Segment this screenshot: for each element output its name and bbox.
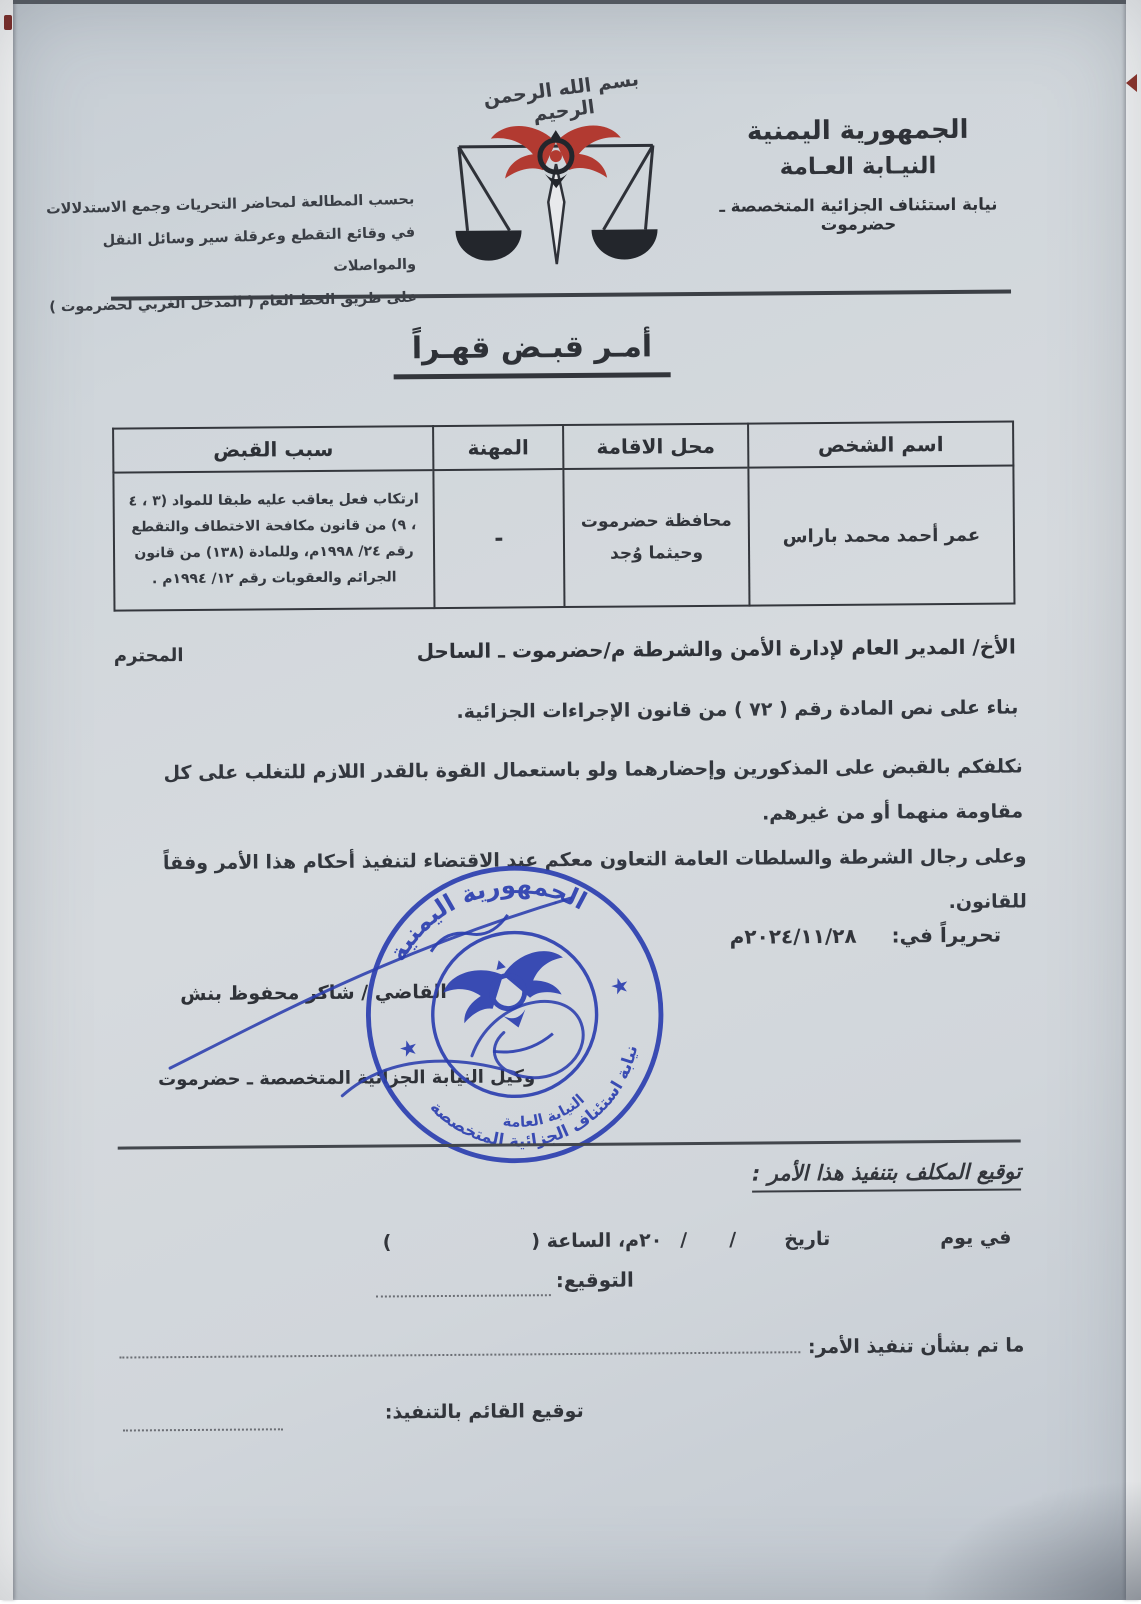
date-slash: / bbox=[729, 1228, 737, 1251]
col-header-arrest-reason: سبب القبض bbox=[113, 426, 433, 473]
table-row bbox=[113, 466, 1014, 611]
residence-cell: محافظة حضرموت وحيثما وُجد bbox=[563, 468, 749, 607]
scale-pan-right bbox=[592, 229, 658, 260]
signature-label: التوقيع: bbox=[555, 1267, 634, 1293]
judge-title: وكيل النيابة الجزائية المتخصصة ـ حضرموت bbox=[158, 1066, 536, 1091]
date-slash: / bbox=[680, 1229, 688, 1252]
day-label: في يوم bbox=[940, 1226, 1012, 1250]
bismillah-calligraphy: بسم الله الرحمن الرحيم bbox=[482, 68, 641, 126]
execution-date-fill-line bbox=[118, 1226, 1023, 1255]
addressee-honorific: المحترم bbox=[113, 645, 184, 667]
handwritten-signature bbox=[141, 879, 723, 1174]
stamp-top-arc-text: الجمهورية اليمنية bbox=[382, 870, 592, 966]
document-title: أمـر قبـض قهـراً bbox=[0, 326, 1138, 383]
scale-pan-left bbox=[456, 230, 522, 261]
case-note-line: بحسب المطالعة لمحاضر التحريات وجمع الاستدلالات bbox=[45, 191, 415, 218]
justice-scales-emblem bbox=[447, 111, 666, 273]
hour-label: ٢٠م، الساعة ( bbox=[531, 1229, 663, 1253]
person-name-cell: عمر أحمد محمد باراس bbox=[748, 466, 1014, 606]
execution-result-dotted-line bbox=[119, 1339, 800, 1358]
authority-name: النيـابة العـامة bbox=[779, 153, 937, 181]
case-note-line: على طريق الخط العام ( المدخل الغربي لحضرموت ) bbox=[48, 289, 418, 316]
arrest-reason-cell: ارتكاب فعل يعاقب عليه طبقا للمواد (٣ ، ٤ ، ٩) من قانون مكافحة الاختطاف والتقطع رقم ٢٤/ ١٩٩٨م، وللمادة (١٣٨) من قانون الجرائم والعقوبات رقم ١٢/ ١٩٩٤م . bbox=[113, 470, 434, 611]
date-label: تاريخ bbox=[784, 1227, 831, 1251]
legal-basis-paragraph: بناء على نص المادة رقم ( ٧٢ ) من قانون الإجراءات الجزائية. bbox=[456, 696, 1019, 723]
executor-signature-dotted-line bbox=[123, 1428, 283, 1431]
judge-name: القاضي / شاكر محفوظ بنش bbox=[180, 980, 447, 1006]
yemeni-eagle-icon bbox=[491, 125, 621, 188]
stamp-inner-arc-text: النيابة العامة bbox=[501, 1091, 588, 1131]
execution-heading: توقيع المكلف بتنفيذ هذا الأمر : bbox=[752, 1159, 1021, 1192]
wanted-person-table bbox=[112, 421, 1015, 612]
issue-date-label: تحريراً في: bbox=[891, 922, 1002, 948]
issuing-authority-block bbox=[708, 115, 1009, 235]
stamp-star-left: ★ bbox=[396, 1034, 422, 1064]
paren-close: ) bbox=[382, 1231, 392, 1254]
addressee-name: الأخ/ المدير العام لإدارة الأمن والشرطة م/حضرموت ـ الساحل bbox=[416, 634, 1016, 664]
country-name: الجمهورية اليمنية bbox=[746, 114, 969, 147]
execution-result-line bbox=[119, 1334, 1024, 1363]
cooperation-paragraph: وعلى رجال الشرطة والسلطات العامة التعاون معكم عند الاقتضاء لتنفيذ أحكام هذا الأمر وفقاً للقانون. bbox=[162, 845, 1027, 913]
col-header-person-name: اسم الشخص bbox=[748, 422, 1013, 468]
issue-date-line bbox=[730, 923, 1002, 949]
table-header-row bbox=[113, 422, 1013, 473]
stamp-bottom-arc-text: نيابة استئناف الجزائية المتخصصة bbox=[426, 1043, 642, 1151]
arrest-instruction-paragraph: نكلفكم بالقبض على المذكورين وإحضارهما ولو باستعمال القوة بالقدر اللازم للتغلب على كل مقاومة منهما أو من غيرهم. bbox=[163, 755, 1024, 825]
stamp-star-right: ★ bbox=[607, 971, 633, 1002]
col-header-residence: محل الاقامة bbox=[563, 424, 748, 469]
occupation-cell: - bbox=[433, 469, 564, 608]
col-header-occupation: المهنة bbox=[433, 425, 563, 470]
execution-result-label: ما تم بشأن تنفيذ الأمر: bbox=[807, 1334, 1025, 1359]
addressee-line bbox=[114, 634, 1016, 666]
case-note-line: في وقائع التقطع وعرقلة سير وسائل النقل والمواصلات bbox=[102, 224, 417, 276]
signature-dotted-line bbox=[376, 1294, 551, 1297]
executor-signature-label: توقيع القائم بالتنفيذ: bbox=[384, 1399, 584, 1424]
office-name: نيابة استئناف الجزائية المتخصصة ـ حضرموت bbox=[719, 194, 998, 235]
case-description-note bbox=[44, 184, 417, 324]
issue-date-value: ٢٠٢٤/١١/٢٨م bbox=[729, 923, 857, 949]
